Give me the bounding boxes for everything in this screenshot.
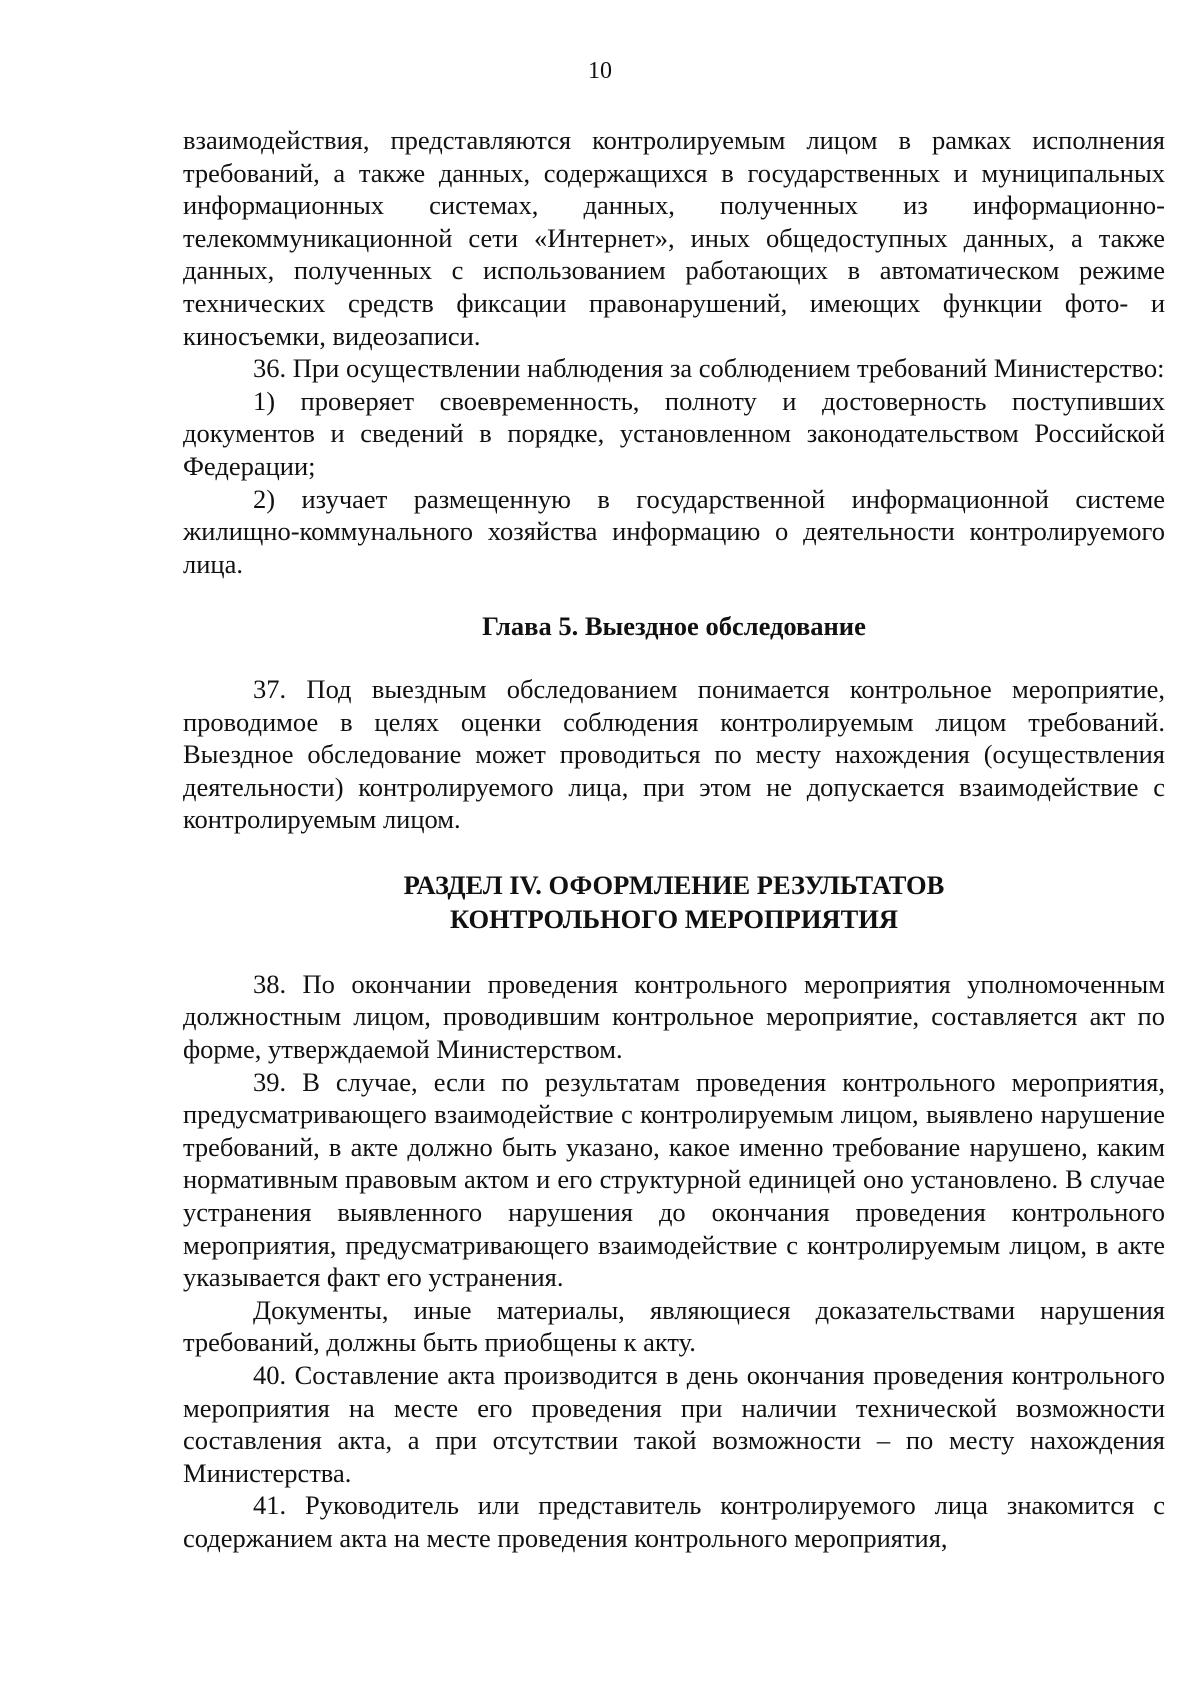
paragraph-39-documents: Документы, иные материалы, являющиеся доказательствами нарушения требований, должны быть приобщены к акту.: [183, 1294, 1165, 1358]
paragraph-39: 39. В случае, если по результатам проведения контрольного мероприятия, предусматривающего взаимодействие с контролируемым лицом, выявлено нарушение требований, в акте должно быть указано, какое именно требование нарушено, каким нормативным правовым актом и его структурной единицей оно установлено. В случае устранения выявленного нарушения до окончания проведения контрольного мероприятия, предусматривающего взаимодействие с контролируемым лицом, в акте указывается факт его устранения.: [183, 1066, 1165, 1293]
paragraph-36-item-2: 2) изучает размещенную в государственной информационной системе жилищно-коммунального хозяйства информацию о деятельности контролируемого лица.: [183, 483, 1165, 579]
chapter-heading: Глава 5. Выездное обследование: [482, 611, 866, 642]
section-heading-line-1: РАЗДЕЛ IV. ОФОРМЛЕНИЕ РЕЗУЛЬТАТОВ: [403, 869, 945, 900]
section-heading: [183, 868, 1165, 936]
paragraph-40: 40. Составление акта производится в день окончания проведения контрольного мероприятия на месте его проведения при наличии технической возможности составления акта, а при отсутствии такой возможности – по месту нахождения Министерства.: [183, 1360, 1165, 1488]
paragraph-continuation: взаимодействия, представляются контролируемым лицом в рамках исполнения требований, а также данных, содержащихся в государственных и муниципальных информационных системах, данных, полученных из информационно-телекоммуникационной сети «Интернет», иных общедоступных данных, а также данных, полученных с использованием работающих в автоматическом режиме технических средств фиксации правонарушений, имеющих функции фото- и киносъемки, видеозаписи.: [183, 125, 1165, 351]
section-heading-line-2: КОНТРОЛЬНОГО МЕРОПРИЯТИЯ: [449, 903, 898, 934]
paragraph-37: 37. Под выездным обследованием понимается контрольное мероприятие, проводимое в целях оценки соблюдения контролируемым лицом требований. Выездное обследование может проводиться по месту нахождения (осуществления деятельности) контролируемого лица, при этом не допускается взаимодействие с контролируемым лицом.: [183, 673, 1165, 835]
paragraph-36: 36. При осуществлении наблюдения за соблюдением требований Министерство:: [253, 353, 1165, 384]
paragraph-41: 41. Руководитель или представитель контролируемого лица знакомится с содержанием акта на месте проведения контрольного мероприятия,: [183, 1490, 1165, 1553]
document-body: [183, 124, 1165, 1555]
paragraph-36-item-1: 1) проверяет своевременность, полноту и достоверность поступивших документов и сведений в порядке, установленном законодательством Российской Федерации;: [183, 385, 1165, 481]
paragraph-38: 38. По окончании проведения контрольного мероприятия уполномоченным должностным лицом, проводившим контрольное мероприятие, составляется акт по форме, утверждаемой Министерством.: [183, 968, 1165, 1065]
page-number: 10: [588, 58, 612, 84]
